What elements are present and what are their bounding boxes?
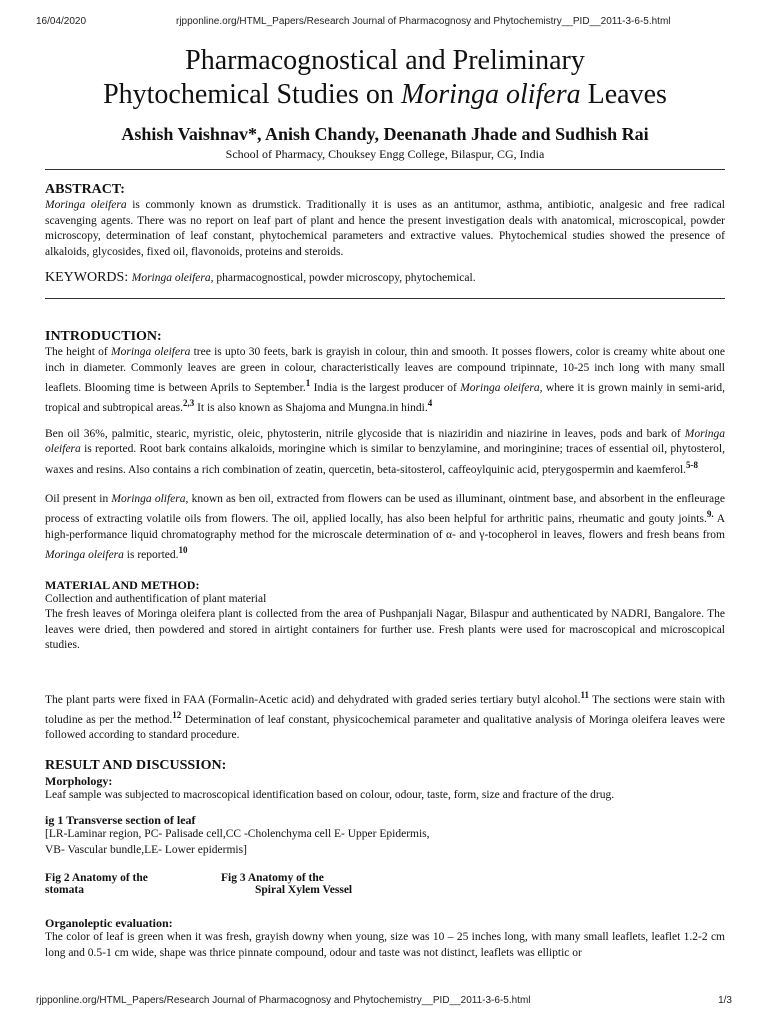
fig1-caption-line-2: VB- Vascular bundle,LE- Lower epidermis] <box>45 843 247 856</box>
keywords-label: KEYWORDS: <box>45 270 132 285</box>
title-species: Moringa olifera <box>400 79 581 110</box>
page-number: 1/3 <box>718 995 732 1006</box>
citation: 2,3 <box>182 398 195 409</box>
citation: 4 <box>427 398 433 409</box>
citation: 5-8 <box>686 459 699 470</box>
abstract-heading: ABSTRACT: <box>45 182 125 197</box>
results-heading: RESULT AND DISCUSSION: <box>45 757 227 773</box>
footer-url: rjpponline.org/HTML_Papers/Research Journal of Pharmacognosy and Phytochemistry__PID__2011-3-6-5.html <box>36 995 531 1006</box>
print-date: 16/04/2020 <box>36 16 87 27</box>
article <box>45 40 725 961</box>
article-title <box>45 44 725 112</box>
figure-captions-row <box>45 872 725 906</box>
citation: 9. <box>706 509 714 520</box>
intro-paragraph-1: The height of Moringa oleifera tree is upto 30 feets, bark is grayish in colour, thin and smooth. It posses flowers, color is creamy white about one inch in diameter. Commonly leaves are green in colour, characteristically leaves are compound tripinnate, 10-25 inch long with many small leaflets. Blooming time is between Aprils to September.$^1$ India is the largest producer of Moringa oleifera, where it is grown mainly in semi-arid, tropical and subtropical areas.$^{2,3}$ It is also known as Shajoma and Mungna.in hindi.$^4$ <box>45 346 725 415</box>
morphology-text: Leaf sample was subjected to macroscopical identification based on colour, odour, taste, form, size and fracture of the drug. <box>45 788 615 801</box>
intro-paragraph-3: Oil present in Moringa olifera, known as ben oil, extracted from flowers can be used as illuminant, ointment base, and absorbent in the enfleurage process of extracting volatile oils from flowers. The oil, applied locally, has also been helpful for arthritic pains, rheumatic and gouty joints.$^{9.}$ A high-performance liquid chromatography method for the microscale determination of α- and γ-tocopherol in leaves, flowers and fresh beans from Moringa oleifera is reported.$^{10}$ <box>45 492 725 562</box>
browser-print-footer <box>0 995 768 1011</box>
affiliation: School of Pharmacy, Chouksey Engg College, Bilaspur, CG, India <box>225 147 545 161</box>
abstract-species: Moringa oleifera <box>45 199 127 211</box>
divider <box>45 169 725 170</box>
keywords-species: Moringa oleifera <box>131 272 211 284</box>
fig2-caption: Fig 2 Anatomy of the stomata <box>45 872 148 897</box>
title-line-2-end: Leaves <box>580 79 667 110</box>
author-list: Ashish Vaishnav*, Anish Chandy, Deenanath Jhade and Sudhish Rai <box>121 124 649 144</box>
fig1-caption-line-1: [LR-Laminar region, PC- Palisade cell,CC -Cholenchyma cell E- Upper Epidermis, <box>45 828 430 841</box>
abstract-body: is commonly known as drumstick. Traditionally it is uses as an antitumor, asthma, antibiotic, analgesic and free radical scavenging agents. There was no report on leaf part of plant and hence the present investigation deals with anatomical, microscopical, powder microscopy, determination of leaf constant, phytochemical parameters and extractive values. Phytochemical studies showed the presence of alkaloids, glycosides, fixed oil, flavonoids, proteins and steroids. <box>45 199 725 258</box>
print-url: rjpponline.org/HTML_Papers/Research Journal of Pharmacognosy and Phytochemistry__PID__2011-3-6-5.html <box>176 16 671 27</box>
organoleptic-heading: Organoleptic evaluation: <box>45 916 173 931</box>
citation: 11 <box>580 689 589 700</box>
methods-paragraph-1: The fresh leaves of Moringa oleifera plant is collected from the area of Pushpanjali Nagar, Bilaspur and authenticated by NADRI, Bangalore. The leaves were dried, then powdered and stored in airtight containers for further use. Fresh plants were used for macroscopical and microscopical studies. <box>45 608 725 652</box>
methods-heading: MATERIAL AND METHOD: <box>45 577 200 592</box>
browser-print-header <box>0 16 768 32</box>
keywords <box>45 270 725 286</box>
keywords-list: , pharmacognostical, powder microscopy, phytochemical. <box>210 272 476 284</box>
abstract-text <box>45 198 725 260</box>
methods-paragraph-2: The plant parts were fixed in FAA (Formalin-Acetic acid) and dehydrated with graded series tertiary butyl alcohol.$^{11}$ The sections were stain with toludine as per the method.$^{12}$ Determination of leaf constant, physicochemical parameter and qualitative analysis of Moringa oleifera leaves were followed according to standard procedure. <box>45 689 726 742</box>
title-line-1: Pharmacognostical and Preliminary <box>185 45 585 76</box>
citation: 12 <box>172 709 182 720</box>
introduction-heading: INTRODUCTION: <box>45 329 162 344</box>
morphology-heading: Morphology: <box>45 773 113 788</box>
organoleptic-text: The color of leaf is green when it was fresh, grayish downy when young, size was 10 – 25 inches long, with many small leaflets, leaflet 1.2-2 cm long and 0.5-1 cm wide, shape was thrice pinnate compound, odour and taste was not distinct, leaflets was elliptic or <box>45 931 725 959</box>
fig3-caption: Fig 3 Anatomy of the Spiral Xylem Vessel <box>221 872 353 897</box>
citation: 1 <box>305 378 311 388</box>
citation: 10 <box>178 545 188 556</box>
fig1-caption-title: ig 1 Transverse section of leaf <box>45 813 196 828</box>
methods-subheading: Collection and authentification of plant material <box>45 592 267 605</box>
title-line-2-start: Phytochemical Studies on <box>103 79 401 110</box>
intro-paragraph-2: Ben oil 36%, palmitic, stearic, myristic, oleic, phytosterin, nitrile glycoside that is niaziridin and niazirine in leaves, pods and bark of Moringa oleifera is reported. Root bark contains alkaloids, moringine which is similar to benzylamine, and moringinine; traces of essential oil, phytosterol, waxes and resins. Also contains a rich combination of zeatin, quercetin, beta-sitosterol, caffeoylquinic acid, pterygospermin and kaemferol.$^{5-8}$ <box>45 427 725 476</box>
